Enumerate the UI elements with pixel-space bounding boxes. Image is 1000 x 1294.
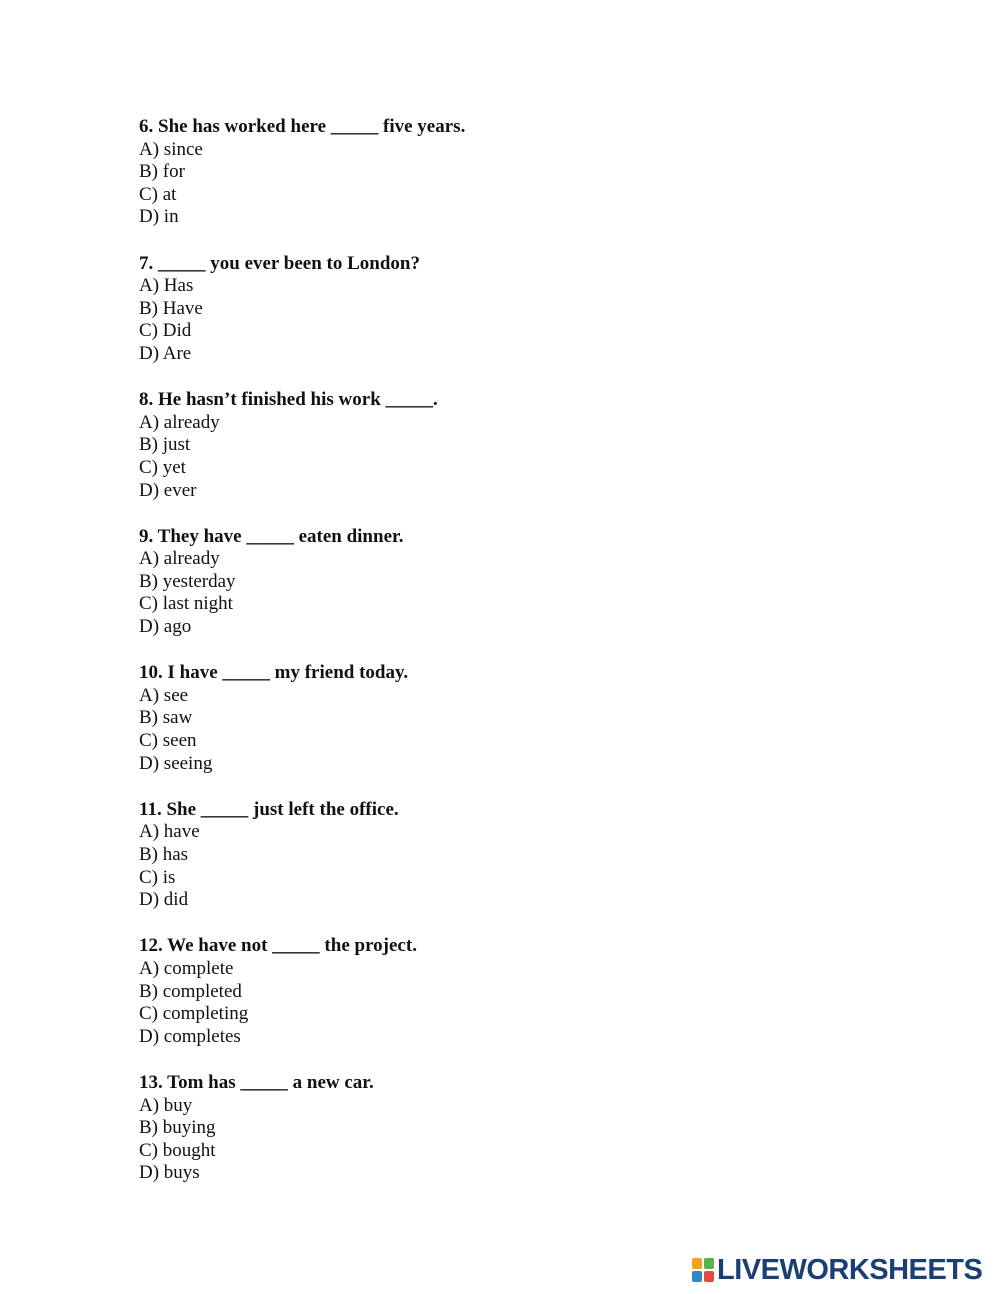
answer-option: D) ago bbox=[139, 616, 192, 638]
question-text: 10. I have _____ my friend today. bbox=[139, 662, 409, 684]
answer-option: B) buying bbox=[139, 1117, 216, 1139]
liveworksheets-logo bbox=[692, 1255, 982, 1285]
question-13 bbox=[139, 1072, 899, 1185]
answer-option: B) just bbox=[139, 434, 191, 456]
answer-option: C) at bbox=[139, 183, 177, 205]
answer-option: A) see bbox=[139, 684, 189, 706]
answer-option: A) already bbox=[139, 411, 220, 433]
answer-option: A) since bbox=[139, 138, 203, 160]
question-list bbox=[139, 116, 899, 1209]
answer-option: B) Have bbox=[139, 297, 203, 319]
answer-option: D) seeing bbox=[139, 752, 213, 774]
answer-option: D) ever bbox=[139, 479, 197, 501]
answer-option: B) saw bbox=[139, 707, 193, 729]
question-text: 13. Tom has _____ a new car. bbox=[139, 1071, 374, 1093]
question-8 bbox=[139, 389, 899, 502]
question-text: 9. They have _____ eaten dinner. bbox=[139, 525, 404, 547]
answer-option: B) for bbox=[139, 161, 185, 183]
answer-option: D) did bbox=[139, 889, 189, 911]
question-text: 11. She _____ just left the office. bbox=[139, 798, 399, 820]
answer-option: B) yesterday bbox=[139, 570, 236, 592]
answer-option: C) yet bbox=[139, 456, 186, 478]
answer-option: B) completed bbox=[139, 980, 242, 1002]
logo-block bbox=[692, 1271, 702, 1282]
question-10 bbox=[139, 662, 899, 775]
logo-mark-icon bbox=[692, 1258, 714, 1282]
logo-text: LIVEWORKSHEETS bbox=[717, 1254, 983, 1286]
question-12 bbox=[139, 935, 899, 1048]
question-11 bbox=[139, 799, 899, 912]
answer-option: A) complete bbox=[139, 957, 234, 979]
question-9 bbox=[139, 526, 899, 639]
answer-option: C) seen bbox=[139, 730, 197, 752]
question-6 bbox=[139, 116, 899, 229]
logo-block bbox=[704, 1258, 714, 1269]
question-text: 7. _____ you ever been to London? bbox=[139, 252, 420, 274]
answer-option: C) bought bbox=[139, 1139, 216, 1161]
answer-option: A) Has bbox=[139, 275, 194, 297]
question-text: 6. She has worked here _____ five years. bbox=[139, 116, 466, 137]
answer-option: C) is bbox=[139, 866, 176, 888]
answer-option: C) last night bbox=[139, 593, 233, 615]
logo-block bbox=[692, 1258, 702, 1269]
answer-option: B) has bbox=[139, 844, 189, 865]
answer-option: D) Are bbox=[139, 342, 192, 364]
logo-block bbox=[704, 1271, 714, 1282]
question-text: 8. He hasn’t finished his work _____. bbox=[139, 389, 438, 411]
answer-option: A) already bbox=[139, 548, 220, 570]
question-text: 12. We have not _____ the project. bbox=[139, 935, 417, 957]
answer-option: D) completes bbox=[139, 1025, 241, 1047]
answer-option: A) have bbox=[139, 821, 200, 843]
answer-option: A) buy bbox=[139, 1094, 193, 1116]
answer-option: C) completing bbox=[139, 1003, 249, 1025]
answer-option: D) buys bbox=[139, 1162, 200, 1184]
question-7 bbox=[139, 253, 899, 366]
answer-option: C) Did bbox=[139, 320, 192, 342]
answer-option: D) in bbox=[139, 206, 179, 228]
